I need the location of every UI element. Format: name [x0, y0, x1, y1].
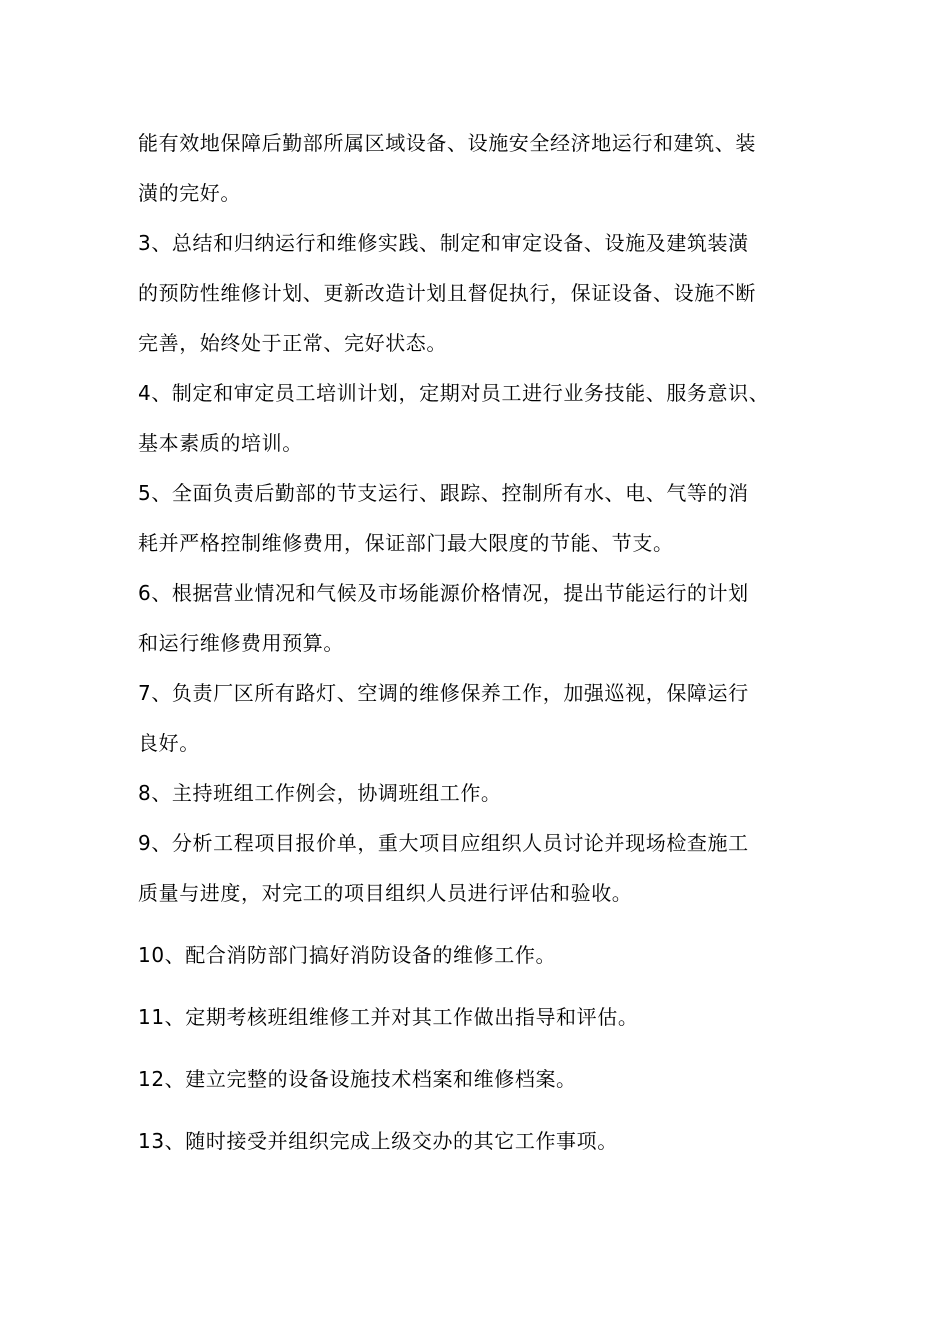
- document-body: [138, 118, 838, 1166]
- paragraph-gap: [138, 1042, 838, 1054]
- text-line: 9、分析工程项目报价单，重大项目应组织人员讨论并现场检查施工: [138, 831, 749, 855]
- text-line: 3、总结和归纳运行和维修实践、制定和审定设备、设施及建筑装潢: [138, 231, 749, 255]
- paragraph-gap: [138, 1104, 838, 1116]
- text-line: 能有效地保障后勤部所属区域设备、设施安全经济地运行和建筑、装: [138, 131, 756, 155]
- text-line: 潢的完好。: [138, 181, 241, 205]
- paragraph-gap: [138, 980, 838, 992]
- text-line: 4、制定和审定员工培训计划，定期对员工进行业务技能、服务意识、: [138, 381, 770, 405]
- text-line: 基本素质的培训。: [138, 431, 303, 455]
- text-line: 良好。: [138, 731, 200, 755]
- text-line: 质量与进度，对完工的项目组织人员进行评估和验收。: [138, 881, 633, 905]
- paragraph-gap: [138, 918, 838, 930]
- text-line: 和运行维修费用预算。: [138, 631, 344, 655]
- text-line: 10、配合消防部门搞好消防设备的维修工作。: [138, 943, 557, 967]
- text-line: 13、随时接受并组织完成上级交办的其它工作事项。: [138, 1129, 618, 1153]
- text-line: 5、全面负责后勤部的节支运行、跟踪、控制所有水、电、气等的消: [138, 481, 749, 505]
- text-line: 7、负责厂区所有路灯、空调的维修保养工作，加强巡视，保障运行: [138, 681, 749, 705]
- text-line: 11、定期考核班组维修工并对其工作做出指导和评估。: [138, 1005, 639, 1029]
- text-line: 8、主持班组工作例会，协调班组工作。: [138, 781, 502, 805]
- text-line: 6、根据营业情况和气候及市场能源价格情况，提出节能运行的计划: [138, 581, 749, 605]
- text-line: 12、建立完整的设备设施技术档案和维修档案。: [138, 1067, 577, 1091]
- text-line: 完善，始终处于正常、完好状态。: [138, 331, 447, 355]
- text-line: 的预防性维修计划、更新改造计划且督促执行，保证设备、设施不断: [138, 281, 756, 305]
- text-line: 耗并严格控制维修费用，保证部门最大限度的节能、节支。: [138, 531, 674, 555]
